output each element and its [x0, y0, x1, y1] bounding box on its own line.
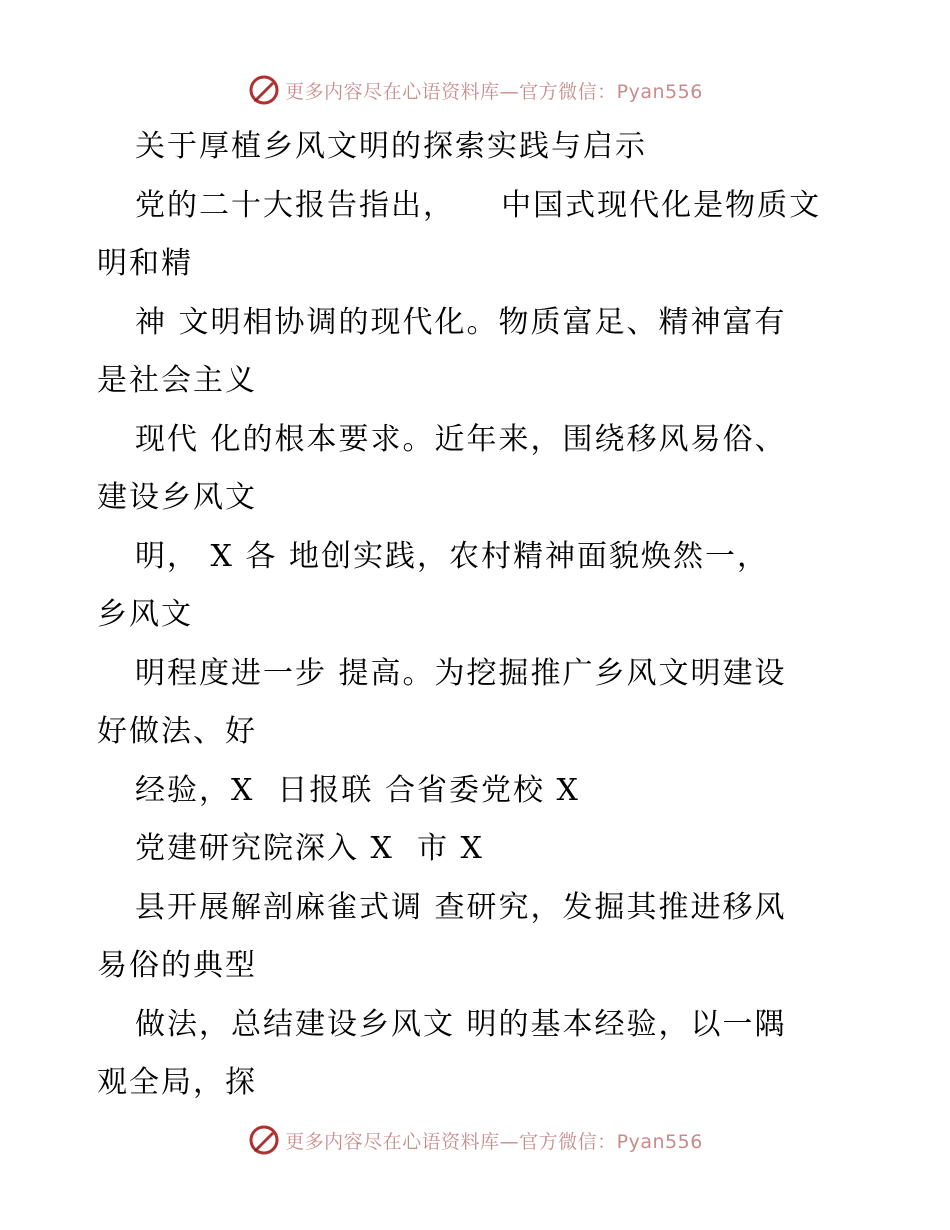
footer-banner-text: 更多内容尽在心语资料库—官方微信：Pyan556: [285, 1130, 703, 1153]
text-line: 好做法、好: [97, 714, 257, 749]
text-line: 观全局，探: [97, 1065, 257, 1100]
text-line: 现代 化的根本要求。近年来，围绕移风易俗、: [135, 421, 787, 457]
pen-emblem-icon: [247, 73, 281, 107]
text-line: 明程度进一步 提高。为挖掘推广乡风文明建设: [135, 655, 787, 691]
text-line: 关于厚植乡风文明的探索实践与启示: [135, 129, 647, 164]
text-line: 经验，X 日报联 合省委党校 X: [135, 772, 580, 808]
text-line: 做法，总结建设乡风文 明的基本经验，以一隅: [135, 1006, 787, 1042]
header-banner-text: 更多内容尽在心语资料库—官方微信：Pyan556: [285, 80, 703, 103]
text-line: 建设乡风文: [97, 480, 257, 515]
pen-emblem-icon: [247, 1123, 281, 1157]
text-line: 党建研究院深入 X 市 X: [135, 831, 484, 866]
text-line: 乡风文: [97, 597, 193, 632]
header-banner: [0, 70, 950, 110]
document-body: [97, 118, 857, 1113]
text-line: 党的二十大报告指出， 中国式现代化是物质文: [135, 187, 822, 223]
text-line: 是社会主义: [97, 363, 257, 398]
footer-banner: [0, 1120, 950, 1160]
text-line: 明， X 各 地创实践，农村精神面貌焕然一，: [135, 538, 769, 574]
text-line: 县开展解剖麻雀式调 查研究，发掘其推进移风: [135, 889, 787, 925]
text-line: 明和精: [97, 246, 193, 281]
text-line: 易俗的典型: [97, 948, 257, 983]
text-line: 神 文明相协调的现代化。物质富足、精神富有: [135, 304, 787, 340]
